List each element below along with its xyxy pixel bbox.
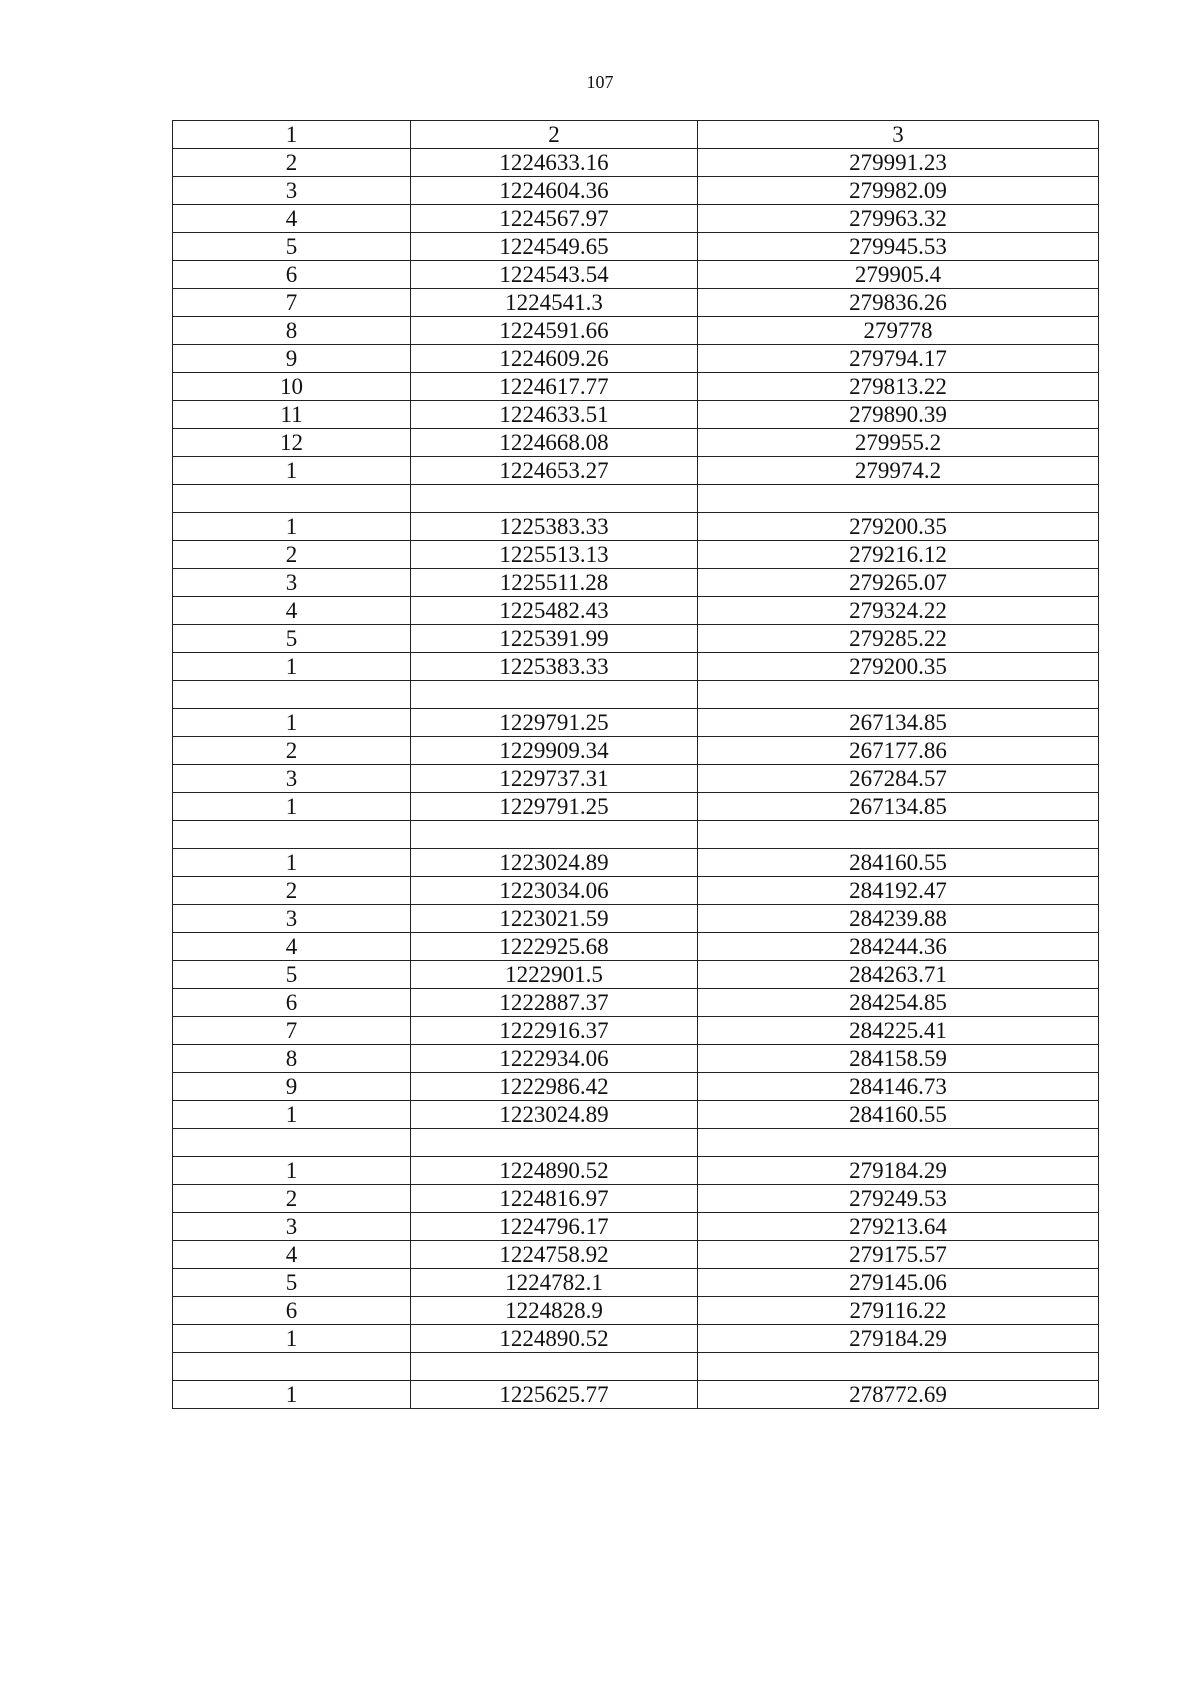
table-row — [173, 1017, 1099, 1045]
coordinate-x-cell — [411, 1129, 698, 1157]
coordinate-y-cell: 267177.86 — [698, 737, 1099, 765]
point-number-cell — [173, 1129, 411, 1157]
table-row — [173, 1353, 1099, 1381]
point-number-cell: 6 — [173, 1297, 411, 1325]
coordinate-y-cell: 279778 — [698, 317, 1099, 345]
coordinate-x-cell: 1224567.97 — [411, 205, 698, 233]
coordinate-x-cell: 1222901.5 — [411, 961, 698, 989]
point-number-cell: 3 — [173, 905, 411, 933]
point-number-cell: 4 — [173, 1241, 411, 1269]
table-row — [173, 401, 1099, 429]
table-row — [173, 961, 1099, 989]
point-number-cell — [173, 485, 411, 513]
coordinate-y-cell: 284225.41 — [698, 1017, 1099, 1045]
column-header-2: 2 — [411, 121, 698, 149]
coordinate-x-cell — [411, 681, 698, 709]
point-number-cell — [173, 1353, 411, 1381]
table-row — [173, 1073, 1099, 1101]
coordinate-y-cell: 284158.59 — [698, 1045, 1099, 1073]
coordinate-y-cell: 279794.17 — [698, 345, 1099, 373]
coordinate-y-cell: 267134.85 — [698, 793, 1099, 821]
table-row — [173, 1381, 1099, 1409]
coordinate-y-cell: 279285.22 — [698, 625, 1099, 653]
coordinate-y-cell: 279890.39 — [698, 401, 1099, 429]
coordinate-x-cell: 1224543.54 — [411, 261, 698, 289]
coordinate-y-cell: 279213.64 — [698, 1213, 1099, 1241]
table-row — [173, 289, 1099, 317]
coordinate-x-cell: 1224890.52 — [411, 1157, 698, 1185]
column-header-1: 1 — [173, 121, 411, 149]
coordinate-y-cell: 279963.32 — [698, 205, 1099, 233]
coordinate-x-cell: 1224604.36 — [411, 177, 698, 205]
coordinate-x-cell: 1224541.3 — [411, 289, 698, 317]
point-number-cell: 3 — [173, 765, 411, 793]
coordinate-y-cell: 267134.85 — [698, 709, 1099, 737]
table-row — [173, 933, 1099, 961]
coordinate-y-cell — [698, 1129, 1099, 1157]
coordinate-y-cell: 279836.26 — [698, 289, 1099, 317]
coordinate-x-cell: 1223034.06 — [411, 877, 698, 905]
coordinate-x-cell: 1225625.77 — [411, 1381, 698, 1409]
point-number-cell: 4 — [173, 205, 411, 233]
coordinate-y-cell: 284254.85 — [698, 989, 1099, 1017]
table-row — [173, 1045, 1099, 1073]
coordinate-y-cell: 279249.53 — [698, 1185, 1099, 1213]
table-row — [173, 821, 1099, 849]
coordinate-x-cell: 1224816.97 — [411, 1185, 698, 1213]
coordinate-y-cell — [698, 485, 1099, 513]
coordinate-y-cell: 279116.22 — [698, 1297, 1099, 1325]
table-row — [173, 737, 1099, 765]
coordinate-x-cell: 1224617.77 — [411, 373, 698, 401]
point-number-cell: 7 — [173, 1017, 411, 1045]
coordinate-y-cell: 279184.29 — [698, 1157, 1099, 1185]
table-row — [173, 1157, 1099, 1185]
coordinate-x-cell: 1229791.25 — [411, 793, 698, 821]
coordinate-x-cell: 1229737.31 — [411, 765, 698, 793]
table-row — [173, 989, 1099, 1017]
table-row — [173, 905, 1099, 933]
coordinate-x-cell: 1225391.99 — [411, 625, 698, 653]
coordinate-y-cell: 279813.22 — [698, 373, 1099, 401]
coordinate-y-cell: 279324.22 — [698, 597, 1099, 625]
coordinate-x-cell: 1224796.17 — [411, 1213, 698, 1241]
table-row — [173, 261, 1099, 289]
point-number-cell: 5 — [173, 1269, 411, 1297]
coordinate-y-cell: 284192.47 — [698, 877, 1099, 905]
table-row — [173, 513, 1099, 541]
table-row — [173, 485, 1099, 513]
coordinate-x-cell: 1222916.37 — [411, 1017, 698, 1045]
coordinate-x-cell: 1224633.16 — [411, 149, 698, 177]
coordinate-y-cell — [698, 681, 1099, 709]
point-number-cell: 8 — [173, 1045, 411, 1073]
table-row — [173, 793, 1099, 821]
table-row — [173, 177, 1099, 205]
column-header-3: 3 — [698, 121, 1099, 149]
coordinate-y-cell: 279945.53 — [698, 233, 1099, 261]
table-row — [173, 1213, 1099, 1241]
point-number-cell: 4 — [173, 597, 411, 625]
coordinate-y-cell: 284160.55 — [698, 1101, 1099, 1129]
point-number-cell: 2 — [173, 877, 411, 905]
coordinate-y-cell: 279200.35 — [698, 653, 1099, 681]
coordinate-y-cell: 284239.88 — [698, 905, 1099, 933]
coordinate-x-cell: 1224549.65 — [411, 233, 698, 261]
table-row — [173, 345, 1099, 373]
coordinate-x-cell — [411, 1353, 698, 1381]
table-row — [173, 233, 1099, 261]
coordinate-x-cell: 1225511.28 — [411, 569, 698, 597]
table-header-row — [173, 121, 1099, 149]
table-row — [173, 149, 1099, 177]
coordinate-x-cell: 1229909.34 — [411, 737, 698, 765]
table-row — [173, 569, 1099, 597]
coordinate-x-cell: 1222934.06 — [411, 1045, 698, 1073]
table-row — [173, 317, 1099, 345]
coordinates-table — [172, 120, 1099, 1409]
coordinate-y-cell: 279216.12 — [698, 541, 1099, 569]
coordinate-y-cell: 284263.71 — [698, 961, 1099, 989]
coordinate-x-cell: 1225513.13 — [411, 541, 698, 569]
point-number-cell: 9 — [173, 345, 411, 373]
coordinate-y-cell — [698, 1353, 1099, 1381]
table-row — [173, 1101, 1099, 1129]
table-row — [173, 541, 1099, 569]
coordinate-x-cell: 1224591.66 — [411, 317, 698, 345]
point-number-cell: 5 — [173, 961, 411, 989]
point-number-cell: 1 — [173, 457, 411, 485]
table-row — [173, 1269, 1099, 1297]
point-number-cell: 2 — [173, 1185, 411, 1213]
point-number-cell: 4 — [173, 933, 411, 961]
table-row — [173, 625, 1099, 653]
point-number-cell: 5 — [173, 233, 411, 261]
page-number: 107 — [586, 72, 614, 92]
table-row — [173, 849, 1099, 877]
coordinate-y-cell: 284160.55 — [698, 849, 1099, 877]
table-row — [173, 709, 1099, 737]
point-number-cell: 5 — [173, 625, 411, 653]
table-row — [173, 597, 1099, 625]
point-number-cell: 9 — [173, 1073, 411, 1101]
table-row — [173, 1185, 1099, 1213]
point-number-cell: 2 — [173, 737, 411, 765]
table-row — [173, 765, 1099, 793]
table-row — [173, 429, 1099, 457]
point-number-cell: 12 — [173, 429, 411, 457]
coordinate-y-cell: 284146.73 — [698, 1073, 1099, 1101]
coordinate-y-cell: 279200.35 — [698, 513, 1099, 541]
table-row — [173, 205, 1099, 233]
coordinate-y-cell: 267284.57 — [698, 765, 1099, 793]
coordinate-y-cell: 278772.69 — [698, 1381, 1099, 1409]
point-number-cell: 1 — [173, 653, 411, 681]
coordinate-x-cell: 1224668.08 — [411, 429, 698, 457]
point-number-cell — [173, 821, 411, 849]
coordinate-x-cell: 1224828.9 — [411, 1297, 698, 1325]
table-row — [173, 1129, 1099, 1157]
coordinate-y-cell: 284244.36 — [698, 933, 1099, 961]
table-row — [173, 653, 1099, 681]
table-row — [173, 681, 1099, 709]
coordinate-y-cell: 279974.2 — [698, 457, 1099, 485]
coordinate-x-cell: 1224782.1 — [411, 1269, 698, 1297]
table-body — [173, 121, 1099, 1409]
point-number-cell: 1 — [173, 1381, 411, 1409]
coordinate-x-cell: 1225383.33 — [411, 653, 698, 681]
coordinate-x-cell: 1223021.59 — [411, 905, 698, 933]
point-number-cell — [173, 681, 411, 709]
point-number-cell: 1 — [173, 709, 411, 737]
table-row — [173, 457, 1099, 485]
point-number-cell: 2 — [173, 149, 411, 177]
coordinate-y-cell: 279175.57 — [698, 1241, 1099, 1269]
point-number-cell: 6 — [173, 261, 411, 289]
point-number-cell: 1 — [173, 1325, 411, 1353]
coordinate-x-cell — [411, 821, 698, 849]
coordinate-x-cell: 1224609.26 — [411, 345, 698, 373]
coordinate-y-cell — [698, 821, 1099, 849]
coordinate-y-cell: 279145.06 — [698, 1269, 1099, 1297]
table-row — [173, 373, 1099, 401]
coordinate-y-cell: 279265.07 — [698, 569, 1099, 597]
table-row — [173, 1325, 1099, 1353]
coordinate-x-cell: 1224890.52 — [411, 1325, 698, 1353]
coordinate-x-cell: 1224633.51 — [411, 401, 698, 429]
table-row — [173, 1241, 1099, 1269]
coordinate-x-cell: 1224653.27 — [411, 457, 698, 485]
coordinate-y-cell: 279982.09 — [698, 177, 1099, 205]
point-number-cell: 1 — [173, 1157, 411, 1185]
point-number-cell: 11 — [173, 401, 411, 429]
coordinate-x-cell: 1225383.33 — [411, 513, 698, 541]
table-row — [173, 877, 1099, 905]
coordinate-x-cell: 1222925.68 — [411, 933, 698, 961]
coordinate-y-cell: 279991.23 — [698, 149, 1099, 177]
point-number-cell: 8 — [173, 317, 411, 345]
coordinate-x-cell: 1222887.37 — [411, 989, 698, 1017]
point-number-cell: 1 — [173, 793, 411, 821]
point-number-cell: 2 — [173, 541, 411, 569]
point-number-cell: 6 — [173, 989, 411, 1017]
coordinate-x-cell: 1225482.43 — [411, 597, 698, 625]
coordinate-y-cell: 279905.4 — [698, 261, 1099, 289]
point-number-cell: 3 — [173, 177, 411, 205]
point-number-cell: 10 — [173, 373, 411, 401]
coordinate-x-cell: 1223024.89 — [411, 849, 698, 877]
coordinate-y-cell: 279955.2 — [698, 429, 1099, 457]
table-row — [173, 1297, 1099, 1325]
coordinate-y-cell: 279184.29 — [698, 1325, 1099, 1353]
point-number-cell: 3 — [173, 1213, 411, 1241]
coordinate-x-cell: 1224758.92 — [411, 1241, 698, 1269]
coordinate-x-cell: 1223024.89 — [411, 1101, 698, 1129]
point-number-cell: 1 — [173, 513, 411, 541]
point-number-cell: 3 — [173, 569, 411, 597]
coordinate-x-cell: 1229791.25 — [411, 709, 698, 737]
coordinate-x-cell — [411, 485, 698, 513]
point-number-cell: 7 — [173, 289, 411, 317]
coordinate-x-cell: 1222986.42 — [411, 1073, 698, 1101]
point-number-cell: 1 — [173, 849, 411, 877]
point-number-cell: 1 — [173, 1101, 411, 1129]
